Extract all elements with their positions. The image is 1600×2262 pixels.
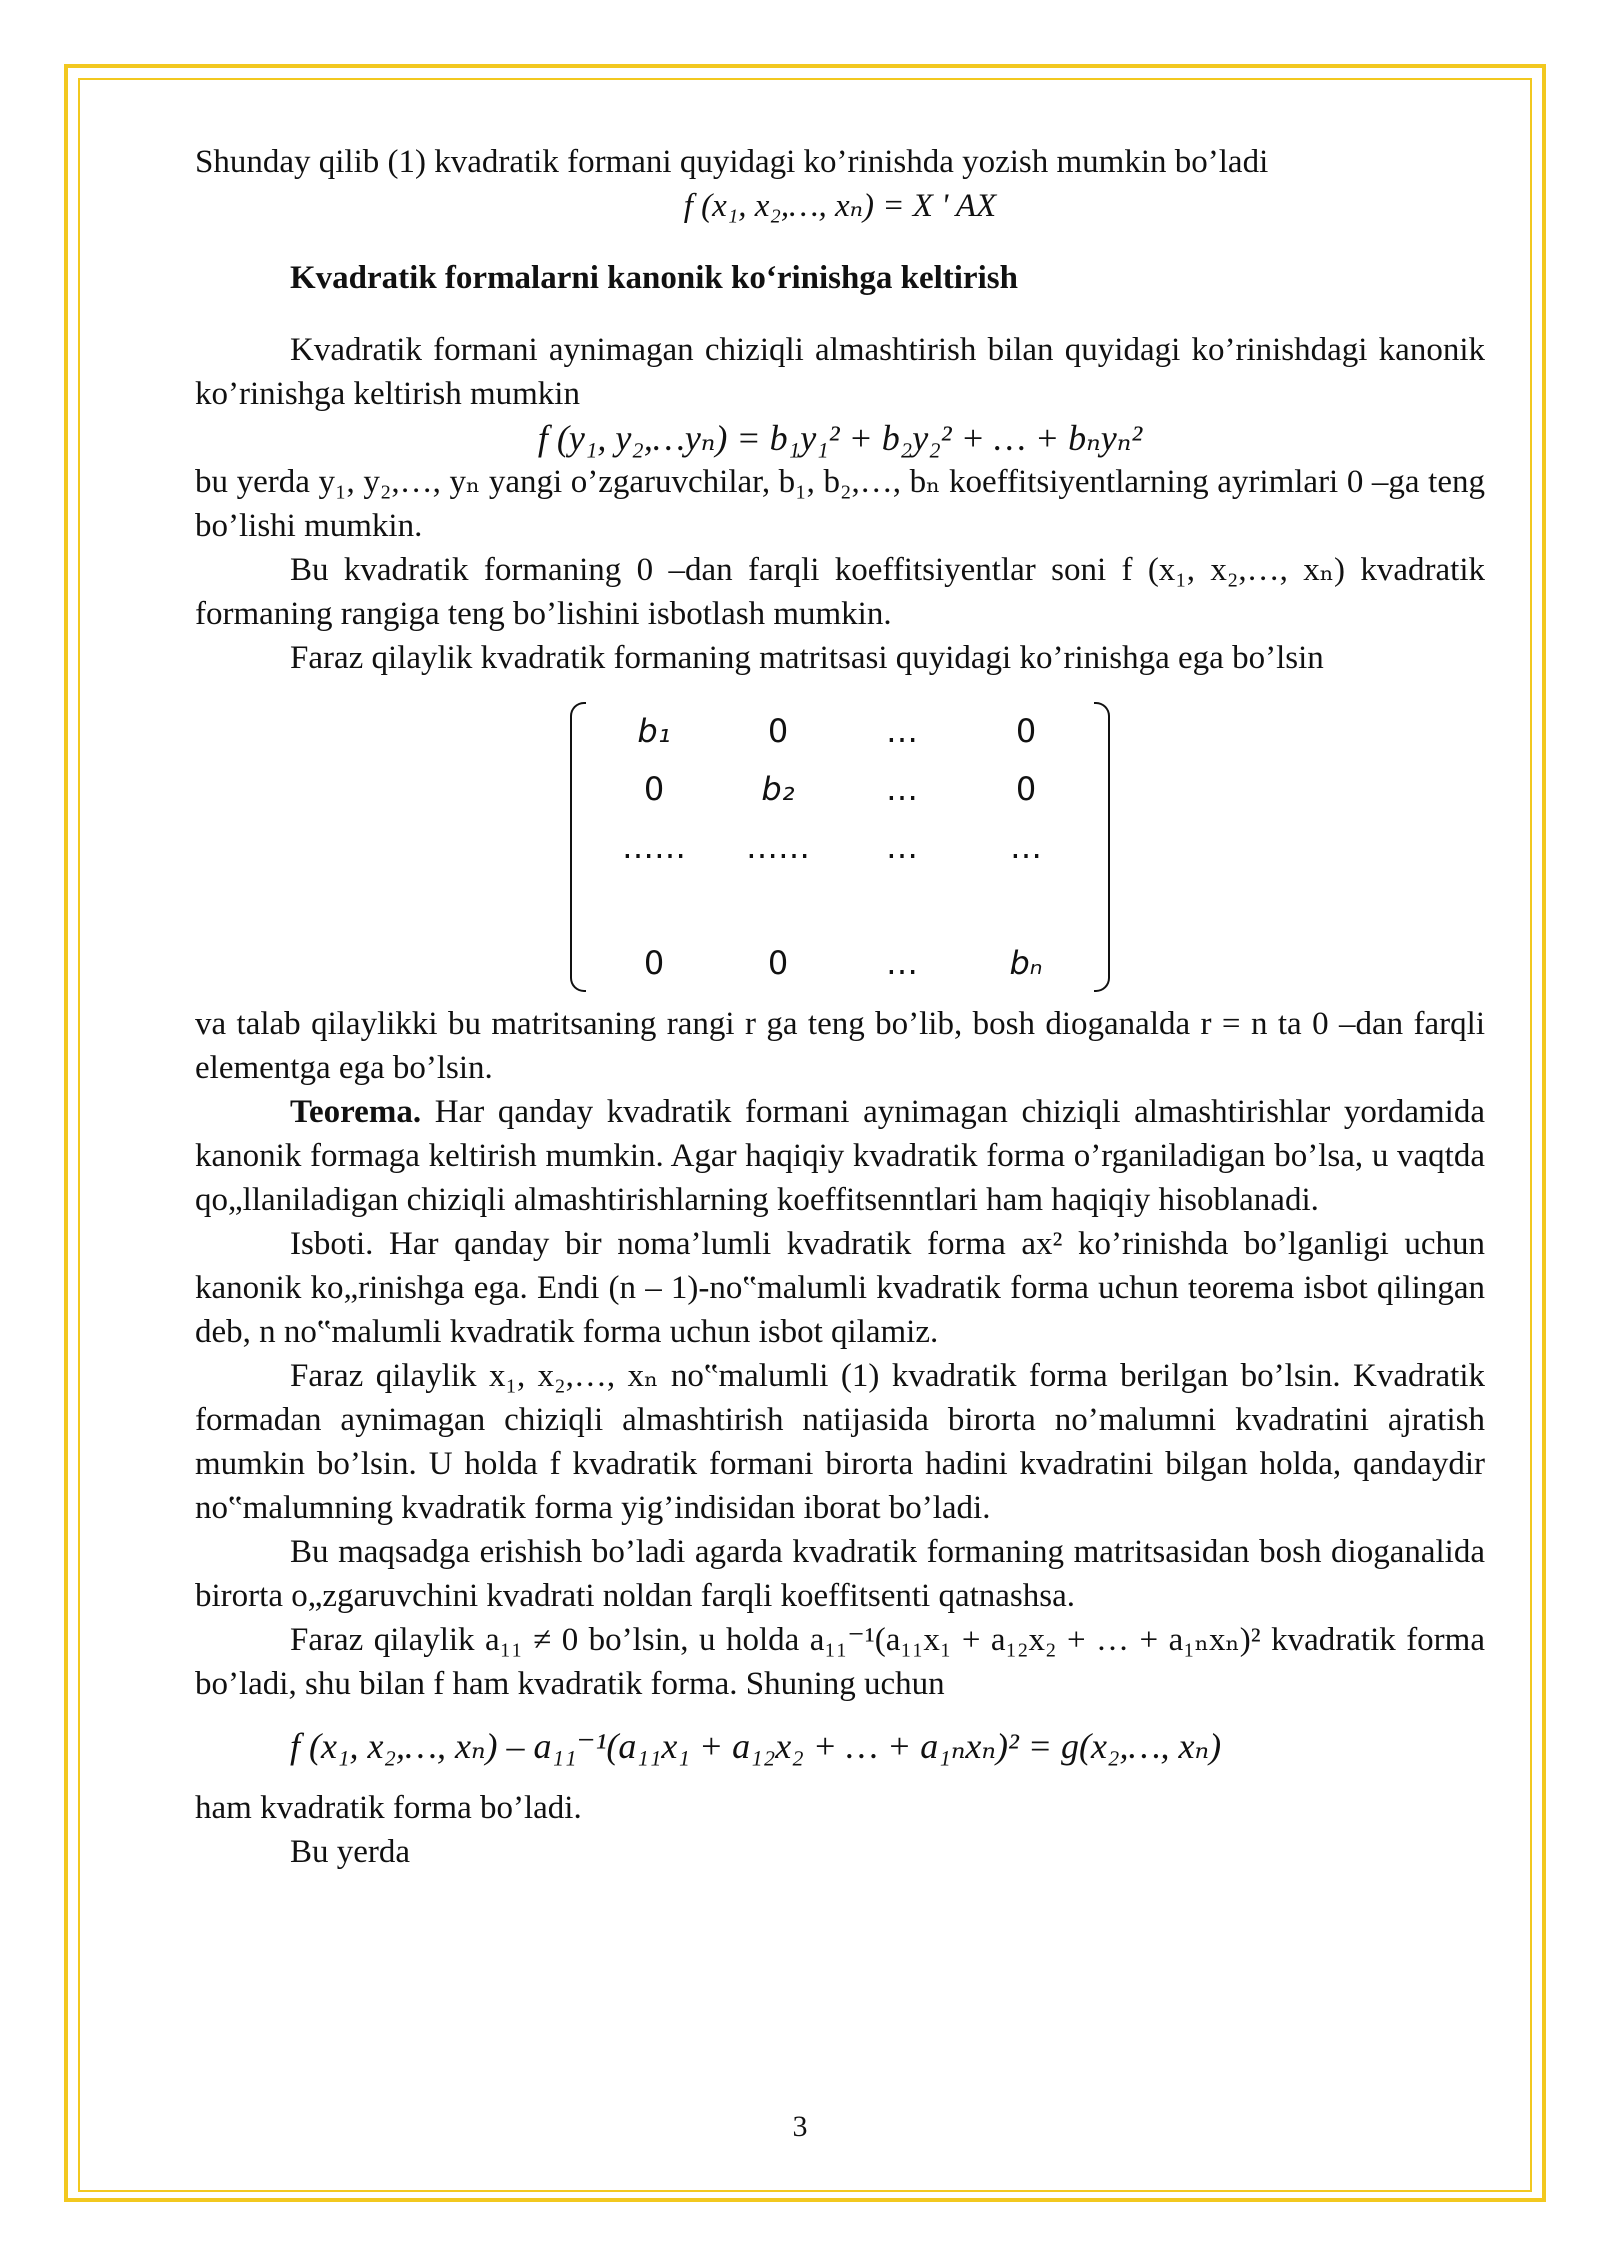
matrix-cell — [964, 876, 1088, 934]
matrix-cell: 0 — [767, 944, 789, 982]
matrix-cell — [716, 876, 840, 934]
paragraph-intro: Shunday qilib (1) kvadratik formani quyidagi ko’rinishda yozish mumkin bo’ladi — [195, 144, 1269, 180]
matrix-cell: …… — [622, 828, 686, 866]
matrix-cell: 0 — [1015, 712, 1037, 750]
paragraph-proof: Isboti. Har qanday bir noma’lumli kvadratik forma ax² ko’rinishda bo’lganligi uchun kanonik ko„rinishga ega. Endi (n – 1)-no‟malumli kvadratik forma uchun teorema isbot qilingan deb, n no‟malumli kvadratik forma uchun isbot qilamiz. — [195, 1226, 1485, 1350]
matrix-cell — [840, 876, 964, 934]
paragraph-here: Bu yerda — [290, 1834, 411, 1870]
matrix-cell: b₁ — [637, 712, 671, 750]
paragraph-canonical: Kvadratik formani aynimagan chiziqli almashtirish bilan quyidagi ko’rinishdagi kanonik ko’rinishga keltirish mumkin — [195, 332, 1485, 412]
paragraph-theorem — [195, 1090, 1485, 1222]
section-heading: Kvadratik formalarni kanonik ko‘rinishga keltirish — [290, 260, 1018, 296]
matrix-cell: 0 — [643, 770, 665, 808]
paragraph-conclusion: ham kvadratik forma bo’ladi. — [195, 1790, 582, 1826]
matrix-cell: b₂ — [761, 770, 795, 808]
matrix-cell: 0 — [767, 712, 789, 750]
formula-xax: f (x₁, x₂,…, xₙ) = X ' AX — [683, 188, 997, 224]
formula-canonical: f (y₁, y₂,…yₙ) = b₁y₁² + b₂y₂² + … + bₙyₙ² — [537, 418, 1143, 458]
matrix-cell — [592, 876, 716, 934]
formula-g: f (x₁, x₂,…, xₙ) – a₁₁⁻¹(a₁₁x₁ + a₁₂x₂ + … + a₁ₙxₙ)² = g(x₂,…, xₙ) — [290, 1726, 1222, 1766]
paragraph-matrix-intro: Faraz qilaylik kvadratik formaning matritsasi quyidagi ko’rinishga ega bo’lsin — [290, 640, 1324, 676]
matrix-cell: … — [1010, 828, 1042, 866]
paragraph-goal: Bu maqsadga erishish bo’ladi agarda kvadratik formaning matritsasidan bosh dioganalida birorta o„zgaruvchini kvadrati noldan farqli koeffitsenti qatnashsa. — [195, 1534, 1485, 1614]
matrix-cell: 0 — [643, 944, 665, 982]
matrix-cell: bₙ — [1009, 944, 1043, 982]
theorem-label: Teorema. — [290, 1094, 422, 1130]
matrix-cell: 0 — [1015, 770, 1037, 808]
matrix-cell: … — [886, 770, 918, 808]
matrix-cell: … — [886, 828, 918, 866]
paragraph-variables: bu yerda y₁, y₂,…, yₙ yangi o’zgaruvchilar, b₁, b₂,…, bₙ koeffitsiyentlarning ayrimlari 0 –ga teng bo’lishi mumkin. — [195, 464, 1485, 544]
matrix-cell: …… — [746, 828, 810, 866]
matrix-cell: … — [886, 944, 918, 982]
matrix-cell: … — [886, 712, 918, 750]
document-body — [195, 140, 1485, 1874]
theorem-text: Har qanday kvadratik formani aynimagan chiziqli almashtirishlar yordamida kanonik formaga keltirish mumkin. Agar haqiqiy kvadratik forma o’rganiladigan bo’lsa, u vaqtda qo„llaniladigan chiziqli almashtirishlarning koeffitsenntlari ham haqiqiy hisoblanadi. — [195, 1094, 1485, 1218]
paragraph-assume: Faraz qilaylik x₁, x₂,…, xₙ no‟malumli (1) kvadratik forma berilgan bo’lsin. Kvadratik formadan aynimagan chiziqli almashtirish natijasida birorta no’malumni kvadratini ajratish mumkin bo’lsin. U holda f kvadratik formani birorta hadini kvadratini bilgan holda, qandaydir no‟malumning kvadratik forma yig’indisidan iborat bo’ladi. — [195, 1358, 1485, 1526]
paragraph-a11: Faraz qilaylik a₁₁ ≠ 0 bo’lsin, u holda a₁₁⁻¹(a₁₁x₁ + a₁₂x₂ + … + a₁ₙxₙ)² kvadratik forma bo’ladi, shu bilan f ham kvadratik forma. Shuning uchun — [195, 1622, 1485, 1702]
diagonal-matrix — [195, 702, 1485, 992]
paragraph-rank-condition: va talab qilaylikki bu matritsaning rangi r ga teng bo’lib, bosh dioganalda r = n ta 0 –dan farqli elementga ega bo’lsin. — [195, 1006, 1485, 1086]
page-number: 3 — [792, 2110, 808, 2143]
paragraph-rank: Bu kvadratik formaning 0 –dan farqli koeffitsiyentlar soni f (x₁, x₂,…, xₙ) kvadratik formaning rangiga teng bo’lishini isbotlash mumkin. — [195, 552, 1485, 632]
